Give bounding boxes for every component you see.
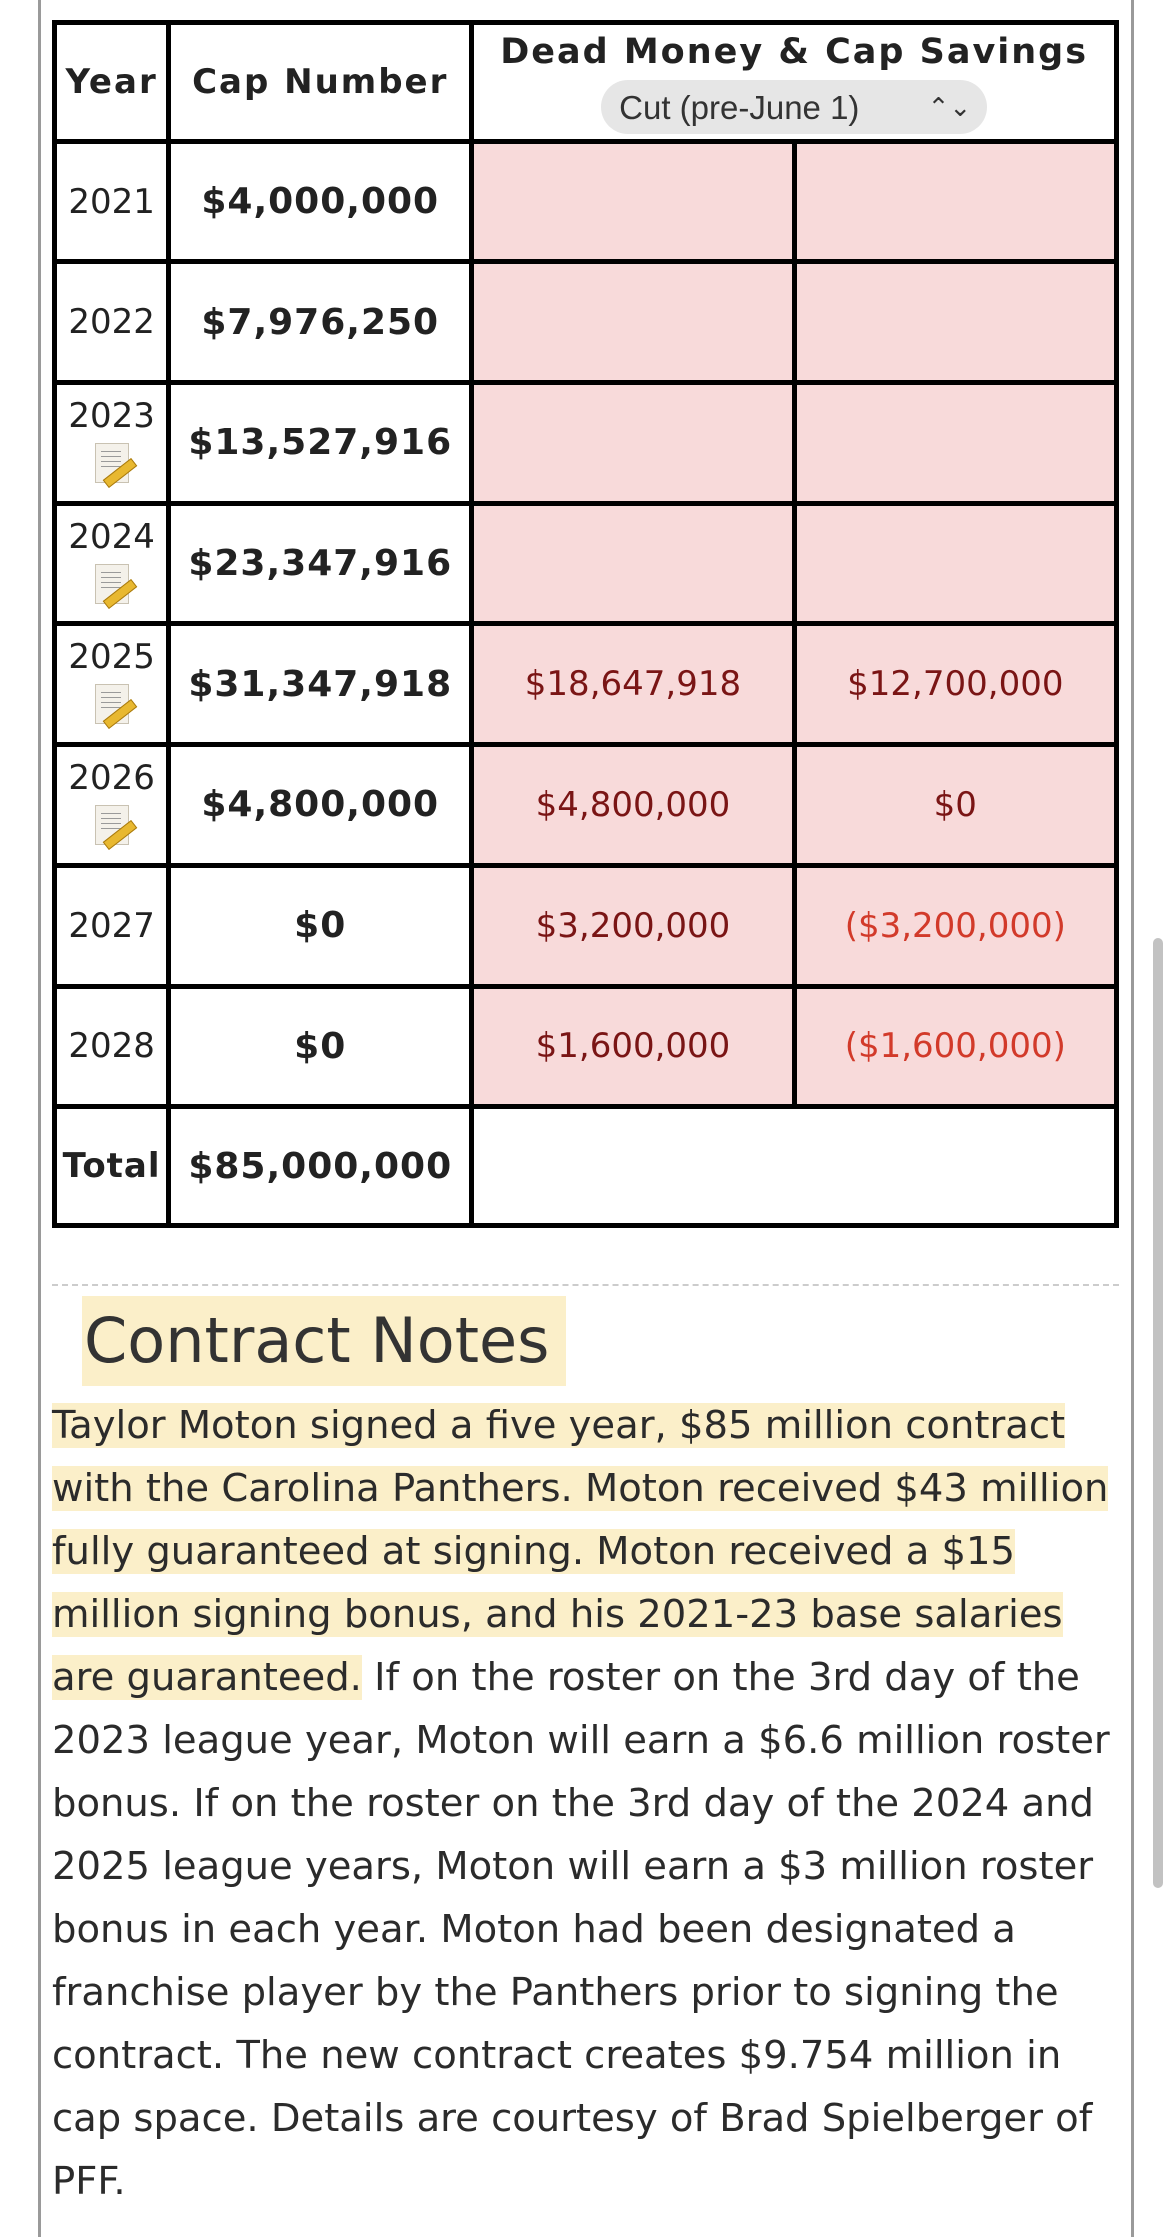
year-cell (55, 624, 169, 745)
cap-number-cell: $7,976,250 (169, 262, 472, 383)
year-cell (55, 383, 169, 504)
cap-number-cell: $13,527,916 (169, 383, 472, 504)
dead-money-cell (472, 141, 794, 262)
cap-number-cell: $4,000,000 (169, 141, 472, 262)
contract-notes-body (52, 1394, 1122, 2213)
cap-savings-cell: $12,700,000 (794, 624, 1116, 745)
cap-savings-cell: ($1,600,000) (794, 986, 1116, 1107)
cap-savings-cell (794, 503, 1116, 624)
table-row (55, 624, 1117, 745)
content-frame-left-border (38, 0, 41, 2237)
year-value: 2028 (68, 1026, 155, 1067)
cap-number-cell: $4,800,000 (169, 745, 472, 866)
cap-number-cell: $31,347,918 (169, 624, 472, 745)
dead-money-cell: $4,800,000 (472, 745, 794, 866)
dead-money-cell: $3,200,000 (472, 865, 794, 986)
cap-number-cell: $0 (169, 865, 472, 986)
table-row (55, 865, 1117, 986)
year-value: 2023 (68, 396, 155, 437)
year-header: Year (55, 23, 169, 142)
contract-notes-title: Contract Notes (82, 1296, 566, 1386)
total-empty-cell (472, 1107, 1117, 1226)
dead-money-header (472, 23, 1117, 142)
dead-money-cell: $18,647,918 (472, 624, 794, 745)
year-value: 2025 (68, 637, 155, 678)
scrollbar-thumb[interactable] (1153, 938, 1163, 1888)
scenario-select[interactable] (601, 80, 987, 134)
cap-number-cell: $0 (169, 986, 472, 1107)
table-row (55, 383, 1117, 504)
table-row (55, 986, 1117, 1107)
contract-notes-highlighted: Taylor Moton signed a five year, $85 million contract with the Carolina Panthers. Moton received $43 million fully guaranteed at signing. Moton received a $15 million signing bonus, and his 2021-23 base salaries are guaranteed. (52, 1403, 1109, 1700)
year-cell (55, 986, 169, 1107)
year-value: 2026 (68, 758, 155, 799)
total-cap-value: $85,000,000 (169, 1107, 472, 1226)
section-divider (52, 1284, 1119, 1286)
dead-money-cell (472, 383, 794, 504)
cap-number-header: Cap Number (169, 23, 472, 142)
total-label: Total (55, 1107, 169, 1226)
table-row (55, 503, 1117, 624)
content-frame-right-border (1131, 0, 1134, 2237)
year-value: 2024 (68, 516, 155, 557)
table-row (55, 745, 1117, 866)
scenario-select-value: Cut (pre-June 1) (619, 88, 860, 126)
year-cell (55, 745, 169, 866)
cap-savings-cell: ($3,200,000) (794, 865, 1116, 986)
contract-notes-rest: If on the roster on the 3rd day of the 2023 league year, Moton will earn a $6.6 million roster bonus. If on the roster on the 3rd day of the 2024 and 2025 league years, Moton will earn a $3 million roster bonus in each year. Moton had been designated a franchise player by the Panthers prior to signing the contract. The new contract creates $9.754 million in cap space. Details are courtesy of Brad Spielberger of PFF. (52, 1655, 1110, 2204)
table-row (55, 141, 1117, 262)
year-cell (55, 865, 169, 986)
table-row (55, 262, 1117, 383)
cap-number-cell: $23,347,916 (169, 503, 472, 624)
notepad-pencil-icon[interactable] (95, 443, 129, 483)
total-row (55, 1107, 1117, 1226)
year-value: 2021 (68, 181, 155, 222)
year-cell (55, 141, 169, 262)
notepad-pencil-icon[interactable] (95, 684, 129, 724)
notepad-pencil-icon[interactable] (95, 805, 129, 845)
notepad-pencil-icon[interactable] (95, 564, 129, 604)
year-cell (55, 262, 169, 383)
year-value: 2022 (68, 302, 155, 343)
dead-money-cell: $1,600,000 (472, 986, 794, 1107)
dead-money-cell (472, 503, 794, 624)
dead-money-title: Dead Money & Cap Savings (500, 32, 1089, 73)
year-value: 2027 (68, 905, 155, 946)
year-cell (55, 503, 169, 624)
cap-savings-cell (794, 262, 1116, 383)
cap-savings-cell (794, 141, 1116, 262)
chevron-up-down-icon: ⌃⌄ (927, 92, 972, 123)
cap-table (52, 20, 1119, 1228)
cap-savings-cell: $0 (794, 745, 1116, 866)
cap-savings-cell (794, 383, 1116, 504)
dead-money-cell (472, 262, 794, 383)
table-header-row (55, 23, 1117, 142)
